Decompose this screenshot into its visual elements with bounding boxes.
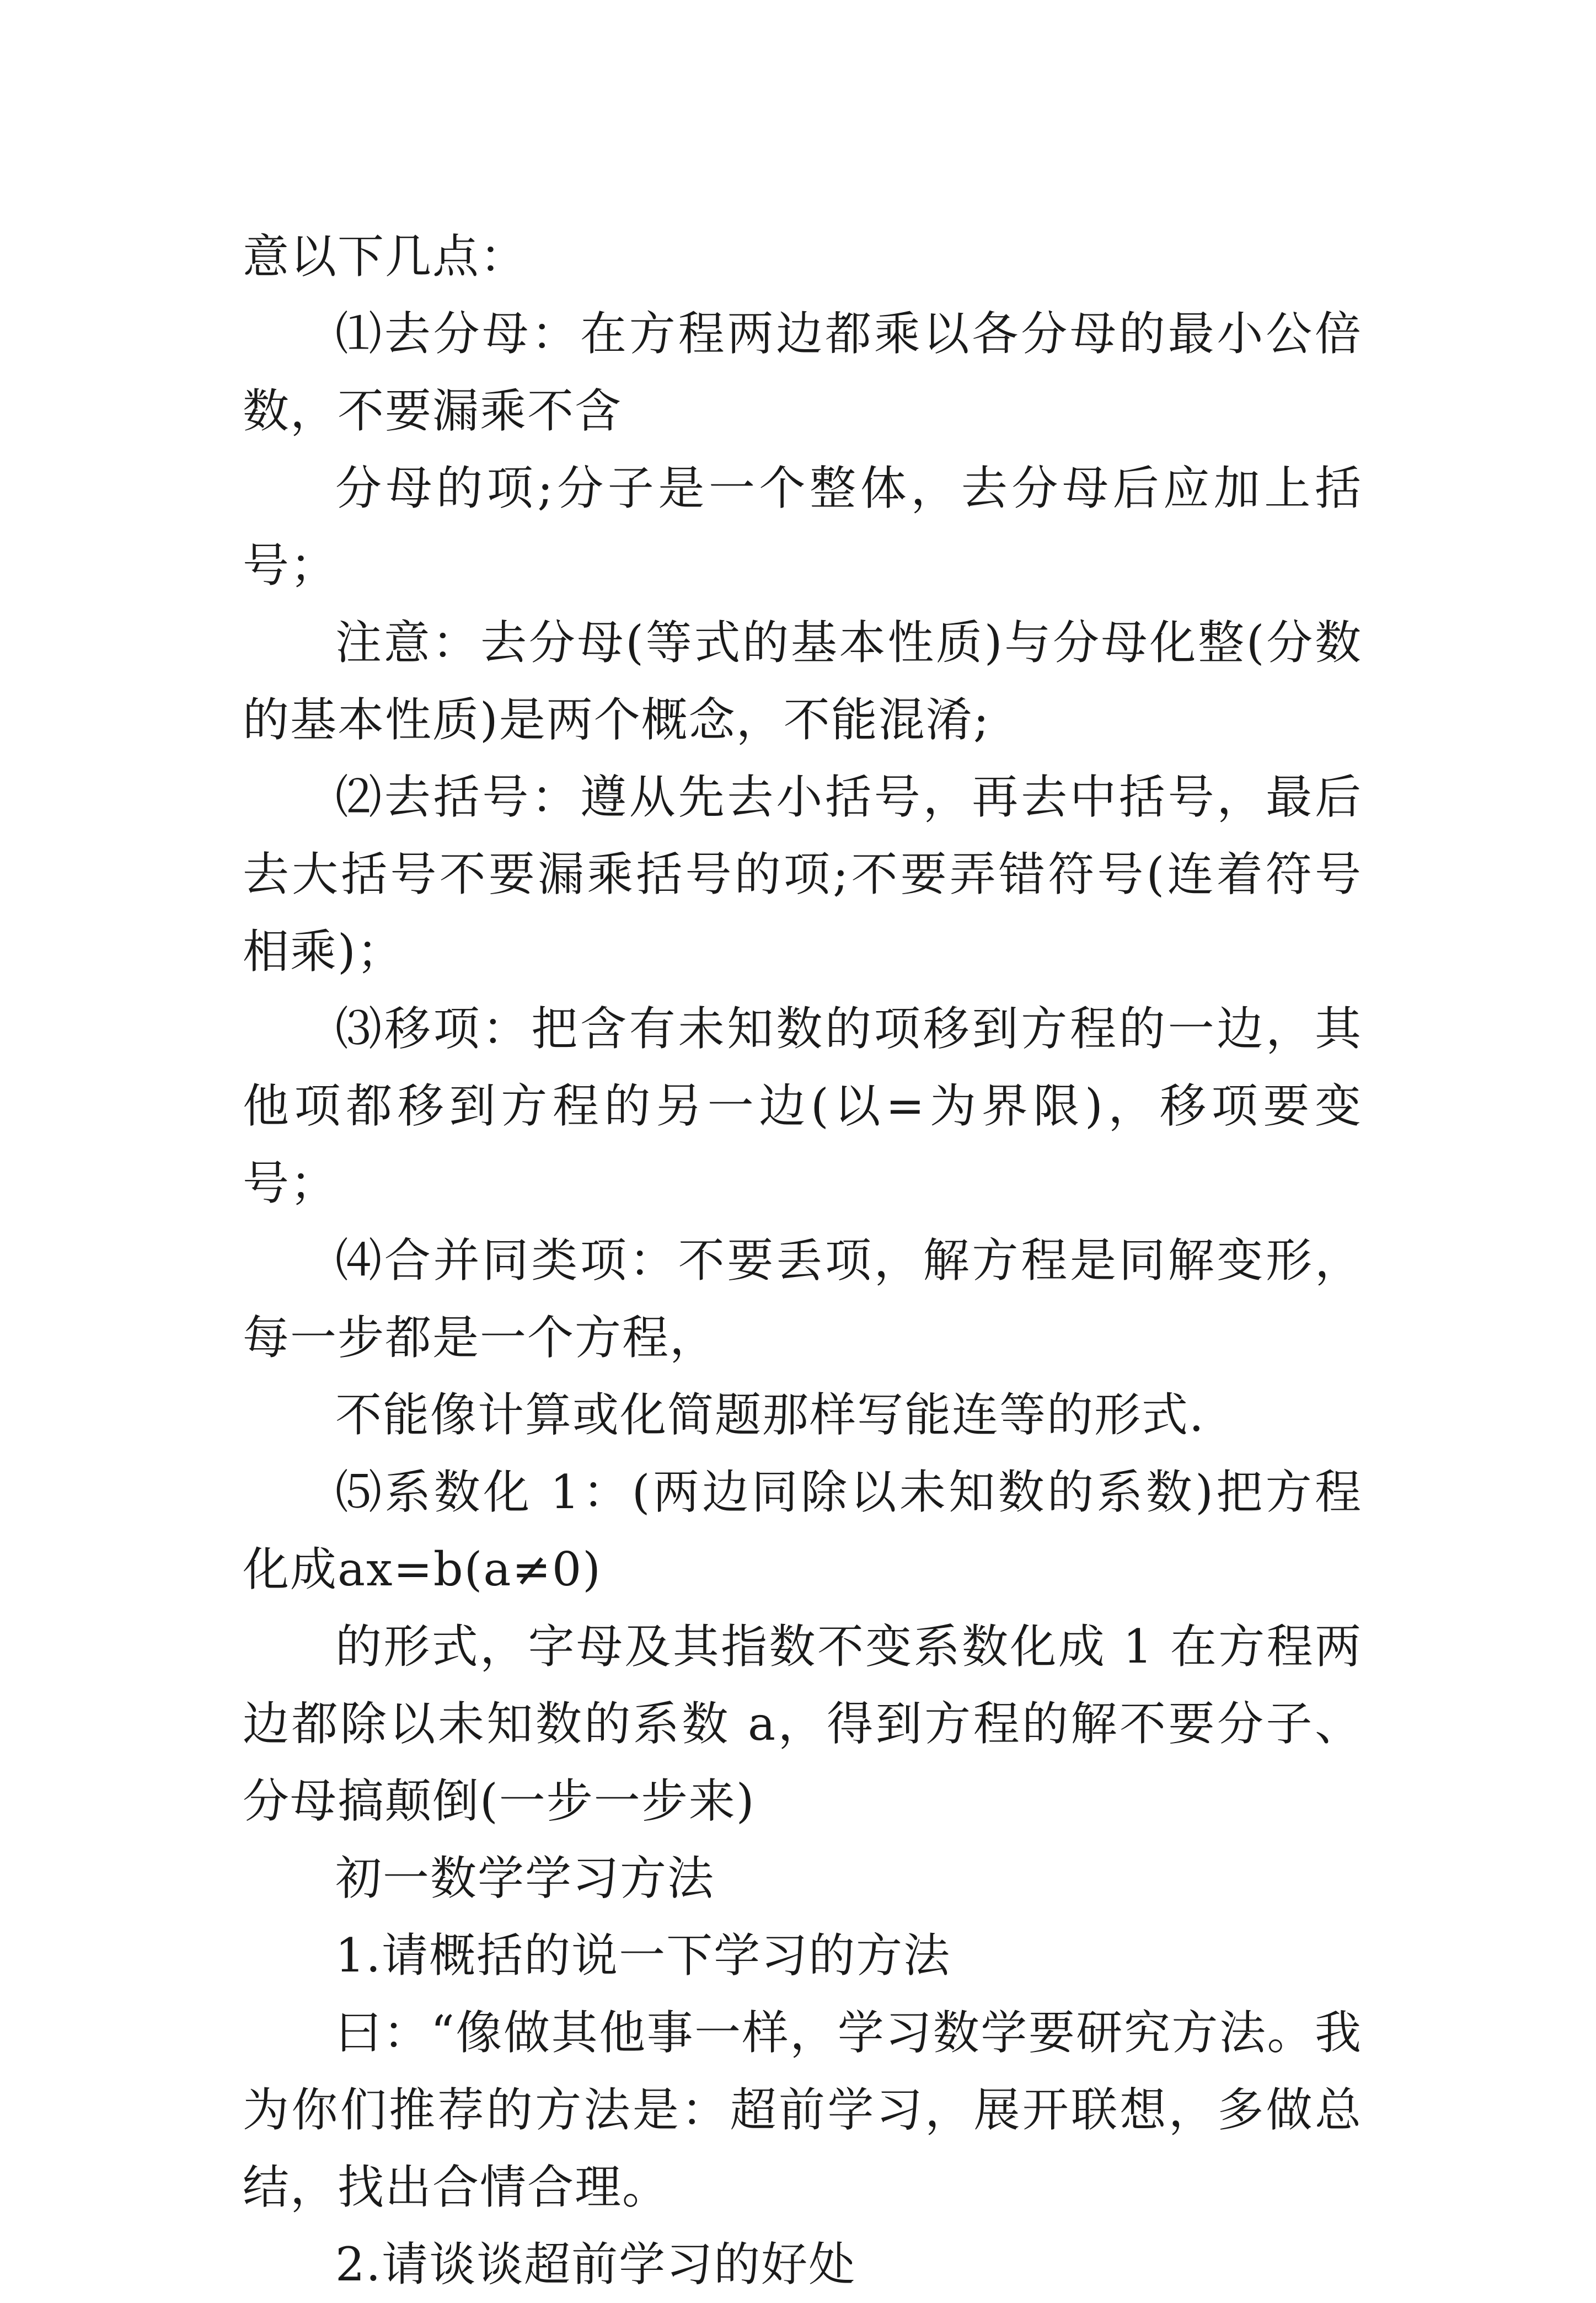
paragraph-step-1: ⑴去分母：在方程两边都乘以各分母的最小公倍数，不要漏乘不含 [243, 307, 1362, 438]
paragraph-step-1-continued: 分母的项;分子是一个整体，去分母后应加上括号； [243, 461, 1362, 592]
paragraph-step-3: ⑶移项：把含有未知数的项移到方程的一边，其他项都移到方程的另一边(以=为界限)，移项要变号； [243, 1002, 1362, 1210]
section-heading: 初一数学学习方法 [335, 1851, 715, 1905]
body-text [243, 218, 1362, 2303]
paragraph-intro-continued: 意以下几点： [243, 229, 528, 284]
paragraph-step-5-continued: 的形式，字母及其指数不变系数化成 1 在方程两边都除以未知数的系数 a，得到方程的解不要分子、分母搞颠倒(一步一步来) [243, 1620, 1362, 1828]
paragraph-step-5: ⑸系数化 1：(两边同除以未知数的系数)把方程化成ax=b(a≠0) [243, 1465, 1362, 1596]
question-1: 1.请概括的说一下学习的方法 [335, 1928, 951, 1983]
paragraph-step-4: ⑷合并同类项：不要丢项，解方程是同解变形，每一步都是一个方程， [243, 1233, 1362, 1365]
paragraph-note: 注意：去分母(等式的基本性质)与分母化整(分数的基本性质)是两个概念，不能混淆; [243, 616, 1362, 747]
question-2: 2.请谈谈超前学习的好处 [335, 2237, 856, 2291]
paragraph-step-4-continued: 不能像计算或化简题那样写能连等的形式. [335, 1388, 1205, 1442]
answer-1: 曰：“像做其他事一样，学习数学要研究方法。我为你们推荐的方法是：超前学习，展开联想，多做总结，找出合情合理。 [243, 2006, 1362, 2214]
paragraph-step-2: ⑵去括号：遵从先去小括号，再去中括号，最后去大括号不要漏乘括号的项;不要弄错符号(连着符号相乘)； [243, 770, 1362, 979]
